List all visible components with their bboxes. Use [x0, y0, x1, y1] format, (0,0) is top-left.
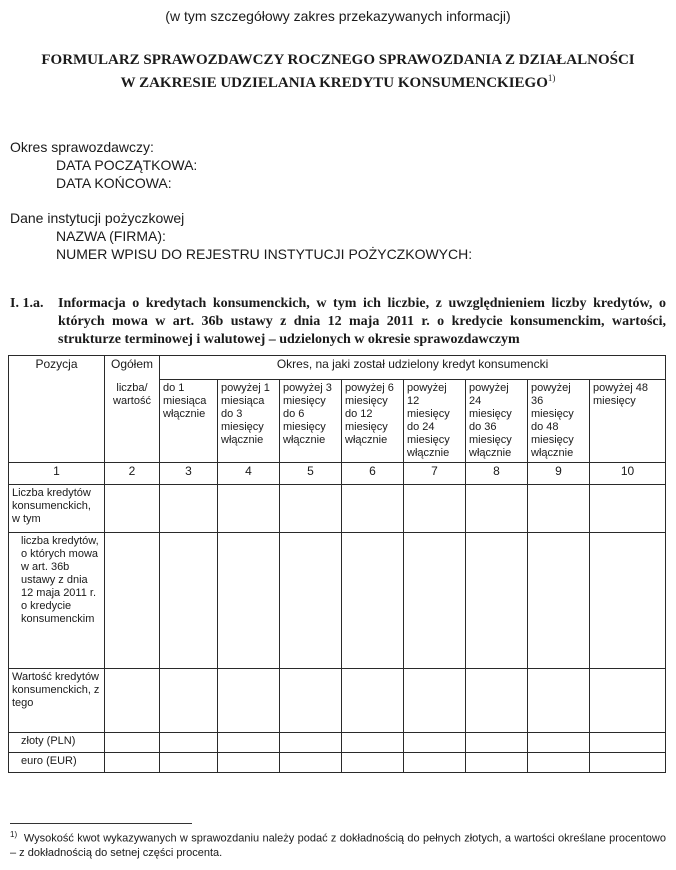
header-period-8: powyżej 48 miesięcy — [590, 380, 666, 463]
input-cell[interactable] — [590, 669, 666, 733]
input-cell[interactable] — [528, 753, 590, 773]
input-cell[interactable] — [404, 485, 466, 533]
header-period-6: powyżej 24 miesięcy do 36 miesięcy włącznie — [466, 380, 528, 463]
input-cell[interactable] — [466, 669, 528, 733]
input-cell[interactable] — [280, 753, 342, 773]
input-cell[interactable] — [342, 669, 404, 733]
column-number: 3 — [160, 463, 218, 485]
period-start-label: DATA POCZĄTKOWA: — [56, 157, 198, 173]
form-title-line-2: W ZAKRESIE UDZIELANIA KREDYTU KONSUMENCKIEGO$^{1)}$ — [120, 73, 556, 91]
period-end-label: DATA KOŃCOWA: — [56, 175, 172, 191]
section-number: I. 1.a. — [10, 296, 44, 311]
input-cell[interactable] — [105, 733, 160, 753]
input-cell[interactable] — [218, 733, 280, 753]
period-label: Okres sprawozdawczy: — [10, 139, 154, 155]
column-number: 9 — [528, 463, 590, 485]
input-cell[interactable] — [590, 733, 666, 753]
input-cell[interactable] — [105, 485, 160, 533]
input-cell[interactable] — [218, 669, 280, 733]
column-number: 7 — [404, 463, 466, 485]
input-cell[interactable] — [528, 669, 590, 733]
footnote — [10, 828, 666, 860]
input-cell[interactable] — [404, 733, 466, 753]
input-cell[interactable] — [342, 733, 404, 753]
header-position: Pozycja — [9, 356, 105, 463]
input-cell[interactable] — [590, 753, 666, 773]
column-number: 4 — [218, 463, 280, 485]
input-cell[interactable] — [528, 533, 590, 669]
table-row — [9, 733, 666, 753]
input-cell[interactable] — [404, 533, 466, 669]
input-cell[interactable] — [342, 485, 404, 533]
table-row — [9, 753, 666, 773]
footnote-text: Wysokość kwot wykazywanych w sprawozdaniu należy podać z dokładnością do pełnych złotych, a wartości określane procentowo – z dokładnością do setnej części procenta. — [10, 832, 666, 859]
institution-registry-label: NUMER WPISU DO REJESTRU INSTYTUCJI POŻYCZKOWYCH: — [56, 246, 473, 262]
form-title — [0, 51, 676, 92]
row-label-eur: euro (EUR) — [9, 753, 105, 773]
input-cell[interactable] — [280, 669, 342, 733]
input-cell[interactable] — [590, 533, 666, 669]
column-number: 8 — [466, 463, 528, 485]
header-total: Ogółem — [105, 356, 160, 380]
input-cell[interactable] — [280, 733, 342, 753]
input-cell[interactable] — [466, 485, 528, 533]
title-footnote-ref: 1) — [547, 73, 556, 83]
input-cell[interactable] — [218, 753, 280, 773]
input-cell[interactable] — [218, 485, 280, 533]
input-cell[interactable] — [466, 753, 528, 773]
header-period-3: powyżej 3 miesięcy do 6 miesięcy włącznie — [280, 380, 342, 463]
column-number: 6 — [342, 463, 404, 485]
header-period-1: do 1 miesiąca włącznie — [160, 380, 218, 463]
header-period-group: Okres, na jaki został udzielony kredyt konsumencki — [160, 356, 666, 380]
input-cell[interactable] — [404, 753, 466, 773]
row-label-credit-count: Liczba kredytów konsumenckich, w tym — [9, 485, 105, 533]
input-cell[interactable] — [404, 669, 466, 733]
column-number: 2 — [105, 463, 160, 485]
section-text: Informacja o kredytach konsumenckich, w tym ich liczbie, z uwzględnieniem liczby kredytów, o których mowa w art. 36b ustawy z dnia 12 maja 2011 r. o kredycie konsumenckim, wartości, strukturze terminowej i walutowej – udzielonych w okresie sprawozdawczym — [58, 296, 666, 347]
input-cell[interactable] — [528, 733, 590, 753]
footnote-ref: 1) — [10, 830, 18, 839]
input-cell[interactable] — [160, 669, 218, 733]
table-row — [9, 485, 666, 533]
input-cell[interactable] — [160, 733, 218, 753]
input-cell[interactable] — [105, 753, 160, 773]
report-table — [8, 355, 666, 773]
input-cell[interactable] — [590, 485, 666, 533]
input-cell[interactable] — [160, 753, 218, 773]
header-period-4: powyżej 6 miesięcy do 12 miesięcy włącznie — [342, 380, 404, 463]
column-number-row — [9, 463, 666, 485]
input-cell[interactable] — [342, 533, 404, 669]
input-cell[interactable] — [160, 485, 218, 533]
header-period-5: powyżej 12 miesięcy do 24 miesięcy włącznie — [404, 380, 466, 463]
column-number: 10 — [590, 463, 666, 485]
institution-label: Dane instytucji pożyczkowej — [10, 210, 185, 226]
column-number: 5 — [280, 463, 342, 485]
input-cell[interactable] — [280, 533, 342, 669]
form-subtitle: (w tym szczegółowy zakres przekazywanych informacji) — [165, 8, 511, 24]
table-row — [9, 533, 666, 669]
header-period-7: powyżej 36 miesięcy do 48 miesięcy włącznie — [528, 380, 590, 463]
row-label-art36b-count: liczba kredytów, o których mowa w art. 36b ustawy z dnia 12 maja 2011 r. o kredycie konsumenckim — [9, 533, 105, 669]
input-cell[interactable] — [160, 533, 218, 669]
input-cell[interactable] — [342, 753, 404, 773]
table-row — [9, 669, 666, 733]
input-cell[interactable] — [466, 533, 528, 669]
section-heading — [10, 295, 666, 349]
input-cell[interactable] — [528, 485, 590, 533]
input-cell[interactable] — [105, 669, 160, 733]
footnote-divider — [10, 823, 192, 824]
column-number: 1 — [9, 463, 105, 485]
row-label-credit-value: Wartość kredytów konsumenckich, z tego — [9, 669, 105, 733]
institution-name-label: NAZWA (FIRMA): — [56, 228, 166, 244]
header-period-2: powyżej 1 miesiąca do 3 miesięcy włącznie — [218, 380, 280, 463]
input-cell[interactable] — [218, 533, 280, 669]
form-title-line-1: FORMULARZ SPRAWOZDAWCZY ROCZNEGO SPRAWOZDANIA Z DZIAŁALNOŚCI — [41, 52, 635, 68]
input-cell[interactable] — [105, 533, 160, 669]
input-cell[interactable] — [280, 485, 342, 533]
header-total-sub: liczba/ wartość — [105, 380, 160, 463]
row-label-pln: złoty (PLN) — [9, 733, 105, 753]
input-cell[interactable] — [466, 733, 528, 753]
